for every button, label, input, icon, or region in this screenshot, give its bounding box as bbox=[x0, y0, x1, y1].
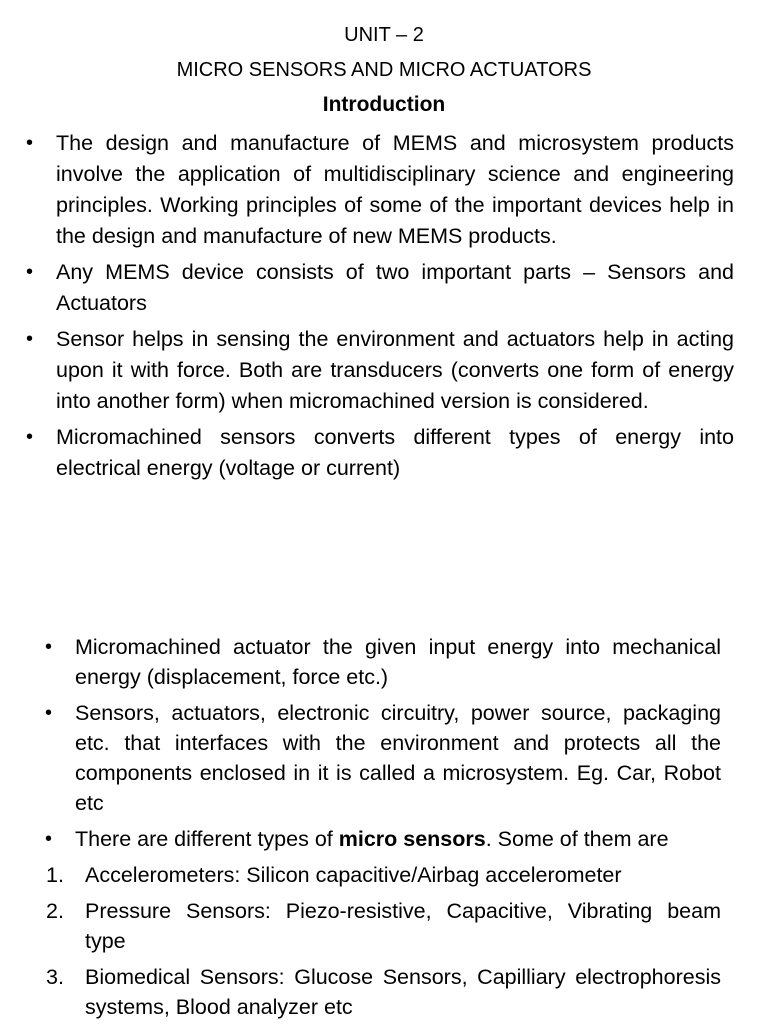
bullet-icon: • bbox=[26, 261, 34, 283]
second-slide-content bbox=[0, 632, 768, 1028]
list-item bbox=[0, 422, 734, 484]
numbered-item bbox=[0, 962, 721, 1022]
bullet-icon: • bbox=[26, 426, 34, 448]
list-item bbox=[0, 698, 721, 818]
list-item-text: Micromachined sensors converts different types of energy into electrical energy (voltage or current) bbox=[56, 425, 734, 480]
bullet-icon: • bbox=[26, 132, 34, 154]
list-item-text: Any MEMS device consists of two important parts – Sensors and Actuators bbox=[56, 260, 734, 315]
item-number: 1. bbox=[46, 863, 64, 887]
emphasis-text: micro sensors bbox=[338, 827, 486, 851]
list-item-text: Sensors, actuators, electronic circuitry, power source, packaging etc. that interfaces with the environment and protects all the components enclosed in it is called a microsystem. Eg. Car, Robot etc bbox=[75, 701, 721, 815]
bullet-icon: • bbox=[45, 702, 53, 724]
item-number: 2. bbox=[46, 899, 64, 923]
item-number: 3. bbox=[46, 965, 64, 989]
microsystem-bullet-list bbox=[0, 632, 768, 854]
list-item bbox=[0, 824, 721, 854]
list-item-text: There are different types of bbox=[75, 827, 339, 851]
list-item-text: Sensor helps in sensing the environment and actuators help in acting upon it with force. Both are transducers (converts one form of energy into another form) when micromachined version is considered. bbox=[56, 327, 734, 413]
unit-heading: UNIT – 2 bbox=[344, 24, 424, 46]
numbered-item bbox=[0, 860, 721, 890]
list-item bbox=[0, 257, 734, 319]
bullet-icon: • bbox=[26, 328, 34, 350]
intro-bullet-list bbox=[0, 128, 768, 489]
sensor-types-list bbox=[0, 860, 768, 1022]
list-item bbox=[0, 632, 721, 692]
section-heading: Introduction bbox=[322, 93, 446, 116]
numbered-item-text: Pressure Sensors: Piezo-resistive, Capacitive, Vibrating beam type bbox=[85, 899, 721, 953]
list-item bbox=[0, 324, 734, 417]
numbered-item-text: Accelerometers: Silicon capacitive/Airbag accelerometer bbox=[85, 863, 622, 887]
bullet-icon: • bbox=[45, 636, 53, 658]
numbered-item-text: Biomedical Sensors: Glucose Sensors, Capilliary electrophoresis systems, Blood analyzer etc bbox=[85, 965, 721, 1019]
list-item bbox=[0, 128, 734, 252]
bullet-icon: • bbox=[45, 828, 53, 850]
list-item-text: The design and manufacture of MEMS and microsystem products involve the application of multidisciplinary science and engineering principles. Working principles of some of the important devices help in the design and manufacture of new MEMS products. bbox=[56, 131, 734, 248]
list-item-text: . Some of them are bbox=[485, 827, 669, 851]
chapter-title: MICRO SENSORS AND MICRO ACTUATORS bbox=[176, 59, 592, 81]
list-item-text: Micromachined actuator the given input energy into mechanical energy (displacement, force etc.) bbox=[75, 635, 721, 689]
numbered-item bbox=[0, 896, 721, 956]
